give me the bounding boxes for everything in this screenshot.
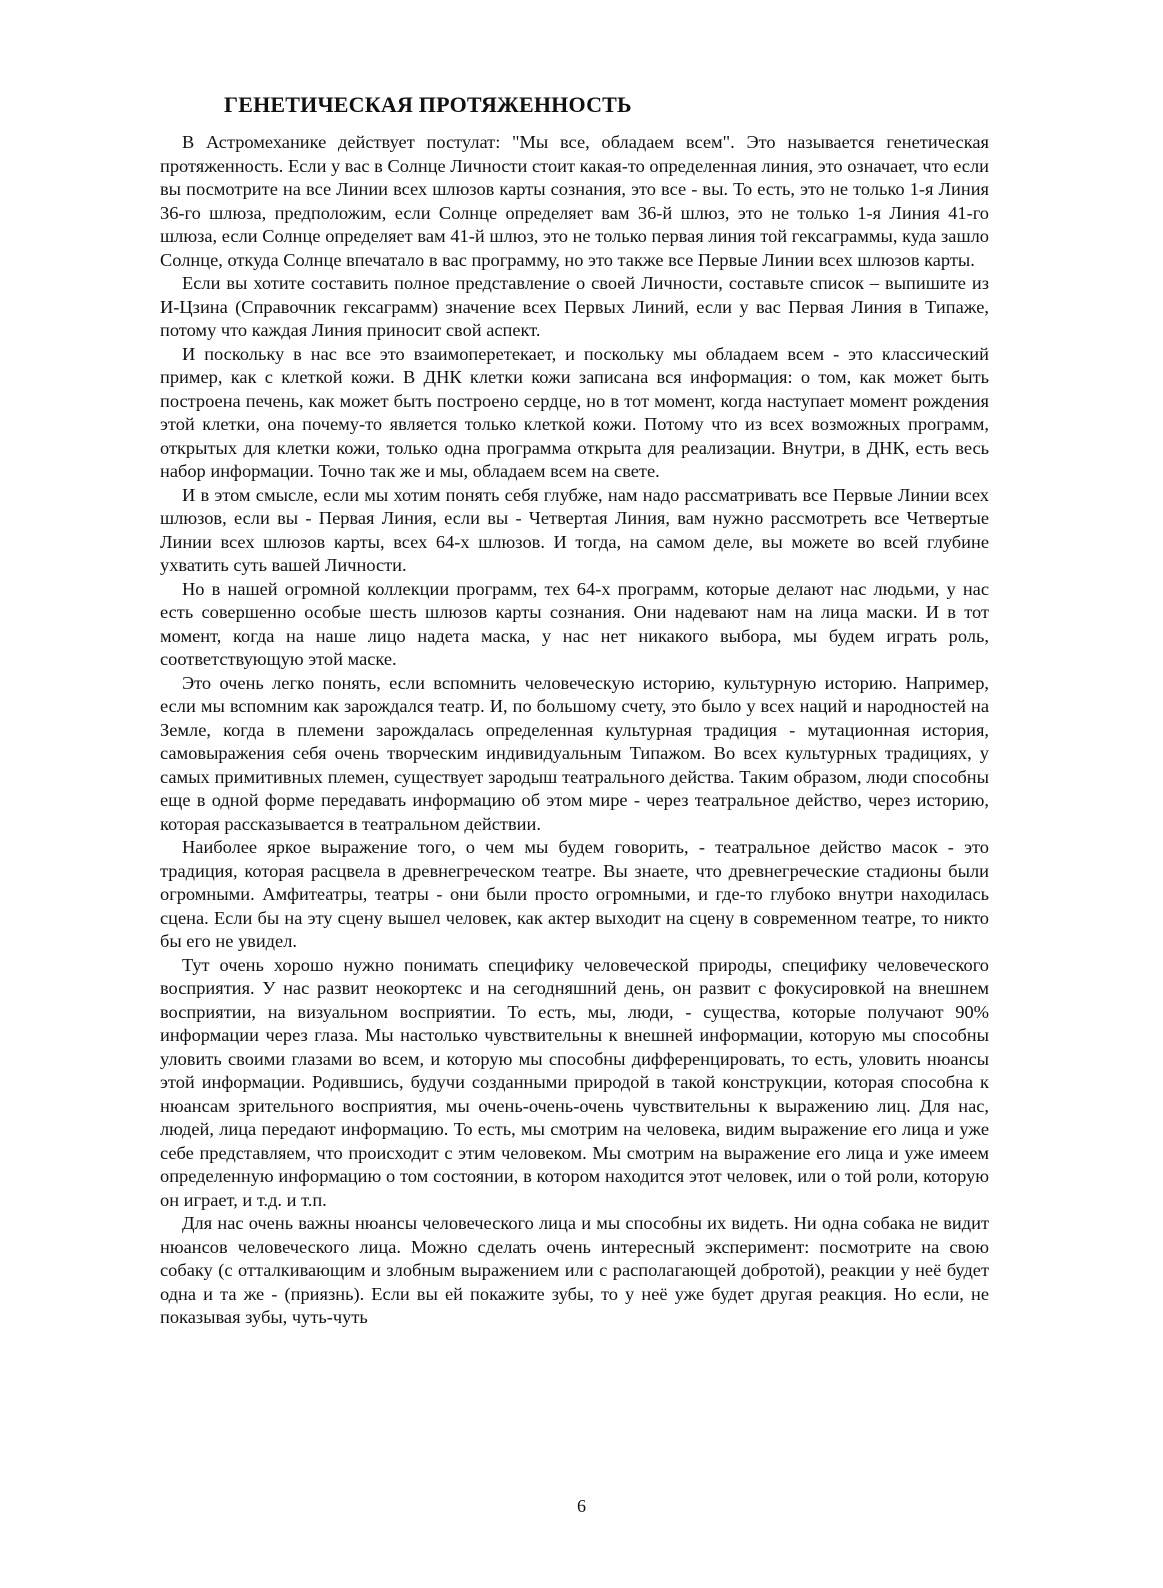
paragraph: Для нас очень важны нюансы человеческого лица и мы способны их видеть. Ни одна собака не видит нюансов человеческого лица. Можно сделать очень интересный эксперимент: посмотрите на свою собаку (с отталкивающим и злобным выражением или с располагающей добротой), реакции у неё будет одна и та же - (приязнь). Если вы ей покажите зубы, то у неё уже будет другая реакция. Но если, не показывая зубы, чуть-чуть [160,1213,989,1327]
paragraph: И в этом смысле, если мы хотим понять себя глубже, нам надо рассматривать все Первые Линии всех шлюзов, если вы - Первая Линия, если вы - Четвертая Линия, вам нужно рассмотреть все Четвертые Линии всех шлюзов карты, всех 64-х шлюзов. И тогда, на самом деле, вы можете во всей глубине ухватить суть вашей Личности. [160,484,989,575]
page-number: 6 [577,1496,586,1516]
paragraph: Тут очень хорошо нужно понимать специфику человеческой природы, специфику человеческого восприятия. У нас развит неокортекс и на сегодняшний день, он развит с фокусировкой на внешнем восприятии, на визуальном восприятии. То есть, мы, люди, - существа, которые получают 90% информации через глаза. Мы настолько чувствительны к внешней информации, которую мы способны уловить своими глазами во всем, и которую мы способны дифференцировать, то есть, уловить нюансы этой информации. Родившись, будучи созданными природой в такой конструкции, которая способна к нюансам зрительного восприятия, мы очень-очень-очень чувствительны к выражению лиц. Для нас, людей, лица передают информацию. То есть, мы смотрим на человека, видим выражение его лица и уже себе представляем, что происходит с этим человеком. Мы смотрим на выражение его лица и уже имеем определенную информацию о том состоянии, в котором находится этот человек, или о той роли, которую он играет, и т.д. и т.п. [160,954,989,1210]
paragraph: Если вы хотите составить полное представление о своей Личности, составьте список – выпишите из И-Цзина (Справочник гексаграмм) значение всех Первых Линий, если у вас Первая Линия в Типаже, потому что каждая Линия приносит свой аспект. [160,273,989,340]
body-text [160,131,989,1330]
paragraph: В Астромеханике действует постулат: "Мы все, обладаем всем". Это называется генетическая протяженность. Если у вас в Солнце Личности стоит какая-то определенная линия, это означает, что если вы посмотрите на все Линии всех шлюзов карты сознания, это все - вы. То есть, это не только 1-я Линия 36-го шлюза, предположим, если Солнце определяет вам 36-й шлюз, это не только 1-я Линия 41-го шлюза, если Солнце определяет вам 41-й шлюз, это не только первая линия той гексаграммы, куда зашло Солнце, откуда Солнце впечатало в вас программу, но это также все Первые Линии всех шлюзов карты. [160,132,989,270]
paragraph: Но в нашей огромной коллекции программ, тех 64-х программ, которые делают нас людьми, у нас есть совершенно особые шесть шлюзов карты сознания. Они надевают нам на лица маски. И в тот момент, когда на наше лицо надета маска, у нас нет никакого выбора, мы будем играть роль, соответствующую этой маске. [160,578,989,669]
page-title: ГЕНЕТИЧЕСКАЯ ПРОТЯЖЕННОСТЬ [224,92,632,117]
paragraph: Наиболее яркое выражение того, о чем мы будем говорить, - театральное действо масок - это традиция, которая расцвела в древнегреческом театре. Вы знаете, что древнегреческие стадионы были огромными. Амфитеатры, театры - они были просто огромными, и где-то глубоко внутри находилась сцена. Если бы на эту сцену вышел человек, как актер выходит на сцену в современном театре, то никто бы его не увидел. [160,837,989,951]
paragraph: Это очень легко понять, если вспомнить человеческую историю, культурную историю. Например, если мы вспомним как зарождался театр. И, по большому счету, это было у всех наций и народностей на Земле, когда в племени зарождалась определенная культурная традиция - мутационная история, самовыражения себя очень творческим индивидуальным Типажом. Во всех культурных традициях, у самых примитивных племен, существует зародыш театрального действа. Таким образом, люди способны еще в одной форме передавать информацию об этом мире - через театральное действо, через историю, которая рассказывается в театральном действии. [160,672,989,834]
paragraph: И поскольку в нас все это взаимоперетекает, и поскольку мы обладаем всем - это классический пример, как с клеткой кожи. В ДНК клетки кожи записана вся информация: о том, как может быть построена печень, как может быть построено сердце, но в тот момент, когда наступает момент рождения этой клетки, она почему-то является только клеткой кожи. Потому что из всех возможных программ, открытых для клетки кожи, только одна программа открыта для реализации. Внутри, в ДНК, есть весь набор информации. Точно так же и мы, обладаем всем на свете. [160,343,989,481]
